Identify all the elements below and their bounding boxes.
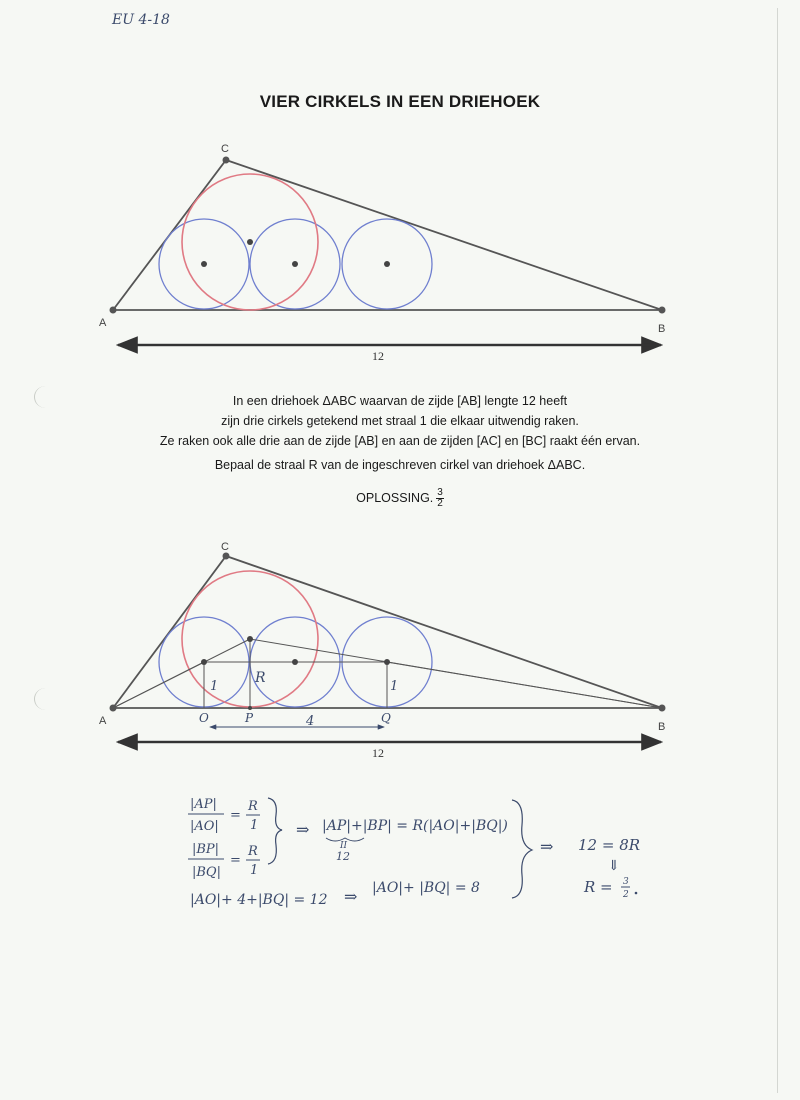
- incenter-dot: [247, 636, 253, 642]
- label-a: A: [99, 715, 107, 727]
- label-a: A: [99, 317, 107, 329]
- svg-text:⇒: ⇒: [540, 837, 554, 856]
- solution-line: [0, 488, 800, 509]
- center-dot: [384, 659, 390, 665]
- problem-line: zijn drie cirkels getekend met straal 1 die elkaar uitwendig raken.: [221, 414, 579, 428]
- final-answer-den: 2: [623, 890, 629, 900]
- final-equation: 12 = 8R: [578, 836, 641, 854]
- solution-fraction: $\frac{3}{2}$: [437, 487, 443, 509]
- radius-right-label: 1: [390, 679, 399, 694]
- figure-1: [99, 143, 666, 363]
- segment-oq-label: 4: [306, 714, 315, 729]
- label-o: O: [199, 711, 209, 725]
- label-b: B: [658, 721, 666, 733]
- point-p: [248, 706, 252, 710]
- ratio2-den: |BQ|: [192, 865, 221, 880]
- point-b: [659, 705, 666, 712]
- line-a-to-incenter: [113, 639, 250, 708]
- label-p: P: [245, 711, 254, 725]
- point-b: [659, 307, 666, 314]
- base-length-label: 12: [372, 349, 384, 363]
- ratio1-rhs-num: R: [248, 799, 258, 814]
- final-answer-num: 3: [623, 877, 629, 887]
- label-c: C: [221, 541, 229, 553]
- point-c: [223, 157, 230, 164]
- problem-line: Ze raken ook alle drie aan de zijde [AB] en aan de zijden [AC] en [BC] raakt één ervan.: [159, 434, 641, 448]
- center-dot: [384, 261, 390, 267]
- handwritten-solution: [188, 797, 640, 908]
- problem-statement: [60, 391, 740, 451]
- line-b-to-q: [387, 662, 662, 708]
- label-q: Q: [381, 711, 391, 725]
- figure-2: [99, 541, 666, 760]
- equation-result: |AO|+ |BQ| = 8: [372, 880, 480, 896]
- sum-note: 12: [336, 850, 350, 863]
- svg-text:=: =: [230, 853, 241, 868]
- sum-expression: |AP|+|BP| = R(|AO|+|BQ|): [322, 818, 508, 834]
- solution-label: OPLOSSING.: [356, 490, 434, 505]
- svg-text:⇓: ⇓: [608, 858, 620, 874]
- corner-note: EU 4-18: [112, 12, 170, 28]
- page-title: VIER CIRKELS IN EEN DRIEHOEK: [259, 92, 541, 111]
- equation-line: |AO|+ 4+|BQ| = 12: [190, 892, 328, 908]
- point-c: [223, 553, 230, 560]
- base-length-label: 12: [372, 746, 384, 760]
- final-answer-lhs: R =: [584, 878, 613, 896]
- point-a: [110, 307, 117, 314]
- ratio1-rhs-den: 1: [250, 818, 259, 833]
- triangle-abc: [113, 160, 662, 310]
- label-b: B: [658, 323, 666, 335]
- point-a: [110, 705, 117, 712]
- ratio2-num: |BP|: [192, 842, 220, 857]
- ratio1-num: |AP|: [190, 797, 217, 812]
- svg-text:⇒: ⇒: [344, 887, 358, 906]
- center-dot: [201, 659, 207, 665]
- svg-text:=: =: [230, 808, 241, 823]
- radius-r-label: R: [255, 670, 266, 686]
- ratio2-rhs-num: R: [248, 844, 258, 859]
- ratio1-den: |AO|: [190, 819, 219, 834]
- radius-left-label: 1: [210, 679, 219, 694]
- problem-line: In een driehoek ΔABC waarvan de zijde [AB] lengte 12 heeft: [232, 394, 568, 408]
- question: Bepaal de straal R van de ingeschreven cirkel van driehoek ΔABC.: [214, 458, 586, 472]
- svg-text:II: II: [340, 841, 348, 851]
- center-dot: [292, 261, 298, 267]
- label-c: C: [221, 143, 229, 155]
- incenter-dot: [247, 239, 253, 245]
- center-dot: [201, 261, 207, 267]
- center-dot: [292, 659, 298, 665]
- ratio2-rhs-den: 1: [250, 863, 259, 878]
- implies-arrow: ⇒: [296, 820, 310, 839]
